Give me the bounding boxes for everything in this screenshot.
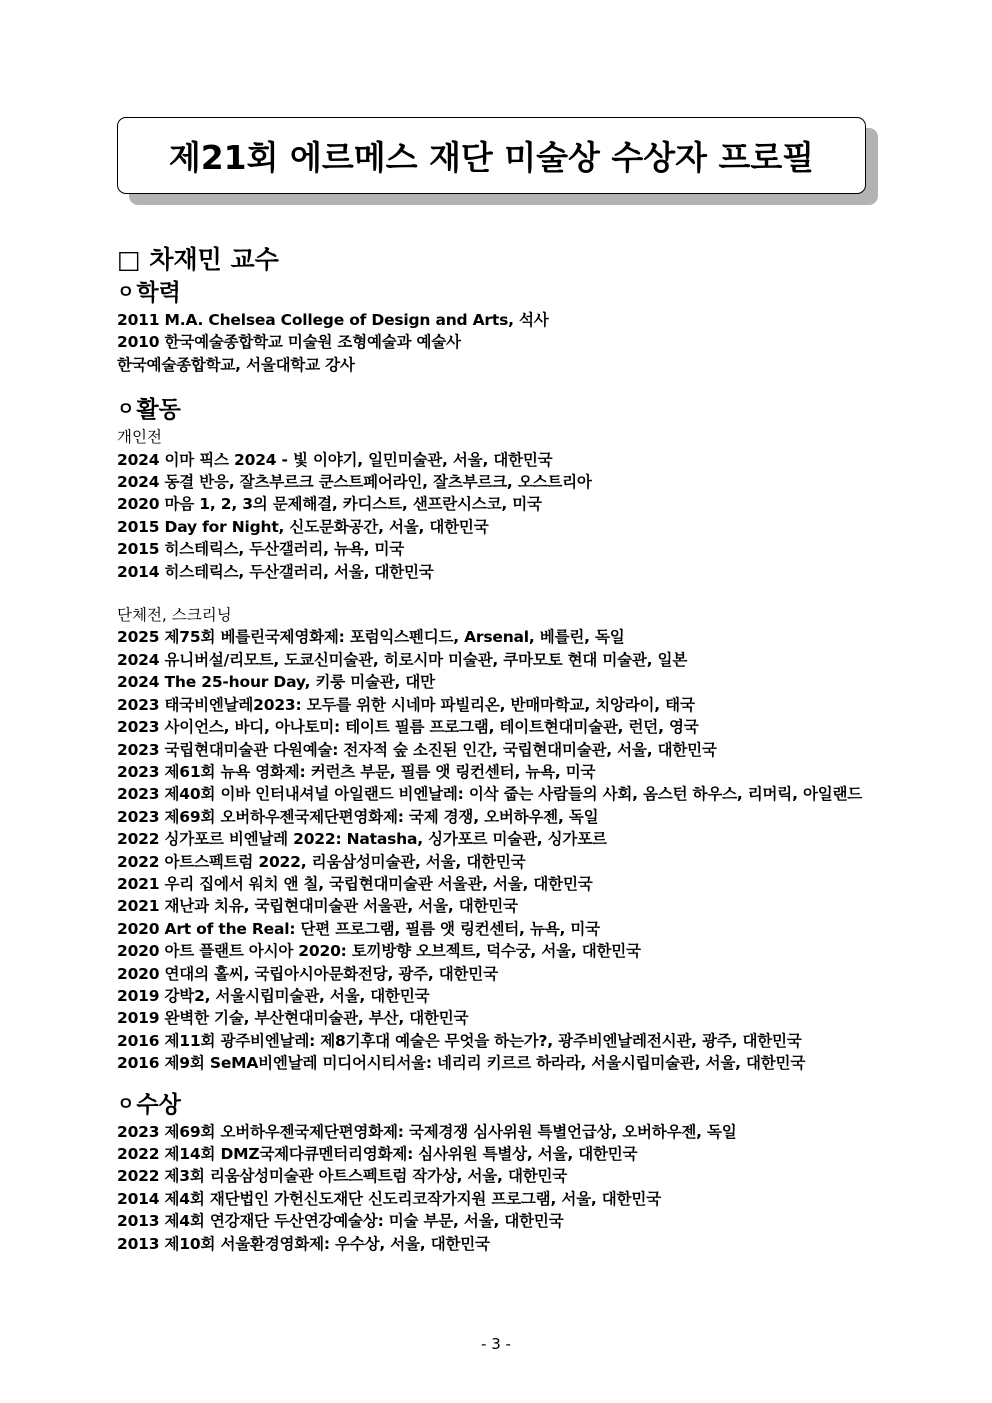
group-exhibition-line: 2025 제75회 베를린국제영화제: 포럼익스펜디드, Arsenal, 베를린, 독일 bbox=[117, 628, 625, 647]
solo-exhibitions-label: 개인전 bbox=[117, 428, 162, 447]
education-heading-label: 학력 bbox=[136, 280, 181, 306]
activities-heading-label: 활동 bbox=[136, 397, 181, 424]
group-exhibition-line: 2020 아트 플랜트 아시아 2020: 토끼방향 오브젝트, 덕수궁, 서울, 대한민국 bbox=[117, 942, 641, 961]
solo-exhibition-line: 2014 히스테릭스, 두산갤러리, 서울, 대한민국 bbox=[117, 562, 434, 581]
awards-heading-label: 수상 bbox=[136, 1091, 181, 1118]
awards-heading bbox=[117, 1089, 877, 1121]
award-line: 2023 제69회 오버하우젠국제단편영화제: 국제경쟁 심사위원 특별언급상, 오버하우젠, 독일 bbox=[117, 1122, 737, 1141]
group-exhibition-line: 2023 국립현대미술관 다원예술: 전자적 숲 소진된 인간, 국립현대미술관, 서울, 대한민국 bbox=[117, 740, 717, 759]
solo-exhibition-line: 2024 이마 픽스 2024 - 빛 이야기, 일민미술관, 서울, 대한민국 bbox=[117, 450, 553, 469]
page-number: - 3 - bbox=[481, 1335, 511, 1353]
group-exhibition-line: 2023 제40회 이바 인터내셔널 아일랜드 비엔날레: 이삭 줍는 사람들의 사회, 옴스턴 하우스, 리머릭, 아일랜드 bbox=[117, 785, 863, 804]
solo-exhibition-line: 2024 동결 반응, 잘츠부르크 쿤스트페어라인, 잘츠부르크, 오스트리아 bbox=[117, 473, 592, 492]
group-exhibition-line: 2023 태국비엔날레2023: 모두를 위한 시네마 파빌리온, 반매마학교, 치앙라이, 태국 bbox=[117, 695, 695, 714]
group-exhibition-line: 2016 제9회 SeMA비엔날레 미디어시티서울: 네리리 키르르 하라라, 서울시립미술관, 서울, 대한민국 bbox=[117, 1054, 806, 1073]
education-line: 2011 M.A. Chelsea College of Design and Arts, 석사 bbox=[117, 311, 549, 329]
education-heading bbox=[117, 277, 877, 309]
group-exhibition-line: 2024 The 25-hour Day, 키룽 미술관, 대만 bbox=[117, 673, 435, 692]
bullet-icon: ㅇ bbox=[117, 1093, 135, 1115]
award-line: 2022 제3회 리움삼성미술관 아트스펙트럼 작가상, 서울, 대한민국 bbox=[117, 1167, 568, 1186]
solo-exhibition-line: 2015 Day for Night, 신도문화공간, 서울, 대한민국 bbox=[117, 517, 489, 536]
group-exhibition-line: 2016 제11회 광주비엔날레: 제8기후대 예술은 무엇을 하는가?, 광주비엔날레전시관, 광주, 대한민국 bbox=[117, 1031, 802, 1050]
group-exhibition-line: 2023 제61회 뉴욕 영화제: 커런츠 부문, 필름 앳 링컨센터, 뉴욕, 미국 bbox=[117, 762, 596, 781]
group-exhibition-line: 2023 제69회 오버하우젠국제단편영화제: 국제 경쟁, 오버하우젠, 독일 bbox=[117, 807, 599, 826]
solo-exhibition-line: 2015 히스테릭스, 두산갤러리, 뉴욕, 미국 bbox=[117, 540, 405, 559]
bullet-icon: ㅇ bbox=[117, 399, 135, 421]
group-exhibition-line: 2019 강박2, 서울시립미술관, 서울, 대한민국 bbox=[117, 986, 430, 1005]
group-exhibition-line: 2022 싱가포르 비엔날레 2022: Natasha, 싱가포르 미술관, 싱가포르 bbox=[117, 830, 607, 849]
group-exhibitions-label: 단체전, 스크리닝 bbox=[117, 606, 232, 625]
group-exhibition-line: 2020 Art of the Real: 단편 프로그램, 필름 앳 링컨센터, 뉴욕, 미국 bbox=[117, 919, 600, 938]
award-line: 2013 제4회 연강재단 두산연강예술상: 미술 부문, 서울, 대한민국 bbox=[117, 1212, 564, 1231]
bullet-icon: ㅇ bbox=[117, 282, 135, 303]
solo-exhibition-line: 2020 마음 1, 2, 3의 문제해결, 카디스트, 샌프란시스코, 미국 bbox=[117, 495, 542, 514]
education-line: 한국예술종합학교, 서울대학교 강사 bbox=[117, 355, 355, 374]
education-line: 2010 한국예술종합학교 미술원 조형예술과 예술사 bbox=[117, 333, 461, 352]
group-exhibition-line: 2019 완벽한 기술, 부산현대미술관, 부산, 대한민국 bbox=[117, 1009, 469, 1028]
award-line: 2022 제14회 DMZ국제다큐멘터리영화제: 심사위원 특별상, 서울, 대한민국 bbox=[117, 1145, 638, 1163]
group-exhibition-line: 2023 사이언스, 바디, 아나토미: 테이트 필름 프로그램, 테이트현대미술관, 런던, 영국 bbox=[117, 718, 699, 737]
name-heading: □ 차재민 교수 bbox=[117, 245, 279, 274]
title-box bbox=[117, 117, 866, 194]
group-exhibition-line: 2024 유니버설/리모트, 도쿄신미술관, 히로시마 미술관, 쿠마모토 현대 미술관, 일본 bbox=[117, 650, 688, 669]
profile-content bbox=[117, 243, 877, 1255]
group-exhibition-line: 2021 우리 집에서 워치 앤 칠, 국립현대미술관 서울관, 서울, 대한민국 bbox=[117, 874, 593, 893]
activities-heading bbox=[117, 394, 877, 426]
award-line: 2014 제4회 재단법인 가헌신도재단 신도리코작가지원 프로그램, 서울, 대한민국 bbox=[117, 1189, 661, 1208]
group-exhibition-line: 2021 재난과 치유, 국립현대미술관 서울관, 서울, 대한민국 bbox=[117, 897, 518, 916]
group-exhibition-line: 2020 연대의 홀씨, 국립아시아문화전당, 광주, 대한민국 bbox=[117, 964, 498, 983]
page-title: 제21회 에르메스 재단 미술상 수상자 프로필 bbox=[168, 138, 815, 177]
title-box-wrapper bbox=[117, 117, 866, 194]
award-line: 2013 제10회 서울환경영화제: 우수상, 서울, 대한민국 bbox=[117, 1234, 490, 1253]
group-exhibition-line: 2022 아트스펙트럼 2022, 리움삼성미술관, 서울, 대한민국 bbox=[117, 852, 526, 871]
